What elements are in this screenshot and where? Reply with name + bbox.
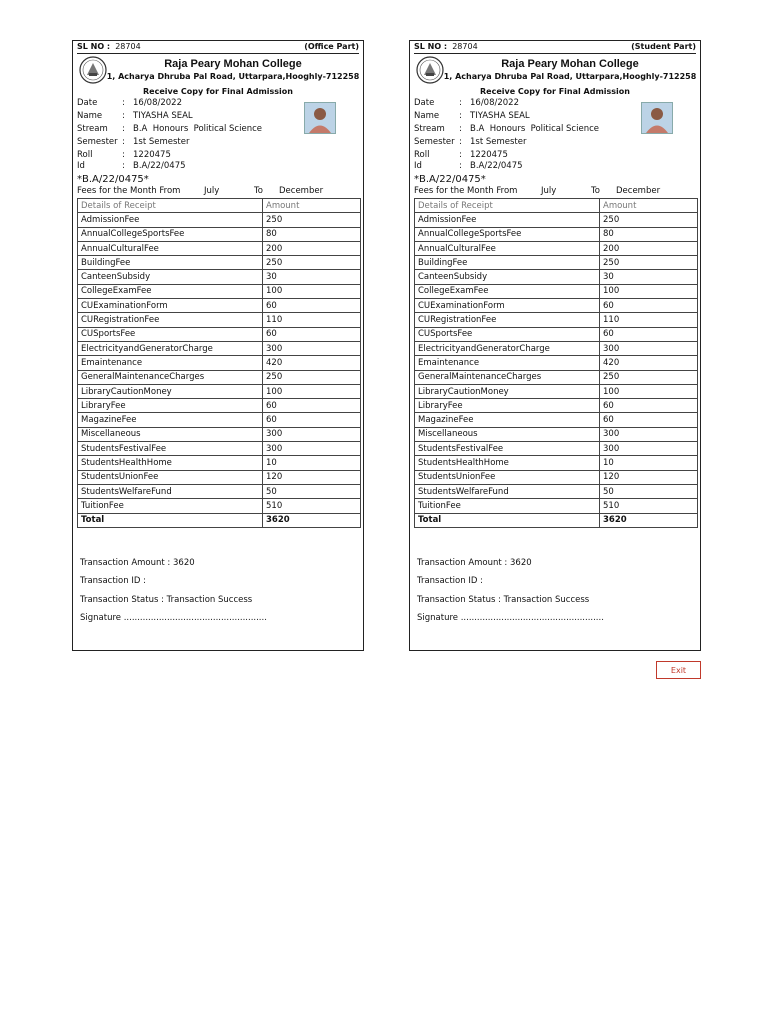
fees-to-label: To (591, 186, 600, 196)
fee-item-amount: 420 (263, 356, 361, 370)
fee-item-name: CanteenSubsidy (78, 270, 263, 284)
fee-item-name: StudentsHealthHome (78, 456, 263, 470)
fee-item-name: TuitionFee (78, 499, 263, 513)
fee-item-amount: 300 (263, 341, 361, 355)
fee-item-name: CUSportsFee (415, 327, 600, 341)
fee-item-name: CollegeExamFee (78, 284, 263, 298)
fee-item-amount: 50 (263, 484, 361, 498)
date-value: 16/08/2022 (133, 98, 182, 108)
fee-item-name: Total (78, 513, 263, 527)
id-label: Id (414, 161, 422, 171)
id-value: B.A/22/0475 (470, 161, 523, 171)
column-header-details: Details of Receipt (78, 199, 263, 213)
fee-item-name: LibraryFee (78, 399, 263, 413)
fee-item-amount: 300 (600, 442, 698, 456)
fee-item-amount: 30 (600, 270, 698, 284)
fee-item-amount: 120 (600, 470, 698, 484)
fees-from-month: July (541, 186, 557, 196)
fee-item-amount: 60 (263, 399, 361, 413)
table-row (415, 299, 698, 313)
table-row (78, 484, 361, 498)
table-row (78, 213, 361, 227)
fee-item-name: StudentsHealthHome (415, 456, 600, 470)
fee-item-name: Total (415, 513, 600, 527)
fee-item-amount: 10 (600, 456, 698, 470)
fee-item-name: AdmissionFee (415, 213, 600, 227)
stream-label: Stream (77, 124, 108, 134)
exit-button[interactable]: Exit (656, 661, 701, 679)
fees-from-month: July (204, 186, 220, 196)
fee-item-name: StudentsFestivalFee (78, 442, 263, 456)
copy-part-label: (Student Part) (631, 42, 696, 51)
semester-row: Semester : 1st Semester (77, 137, 190, 147)
fee-item-amount: 300 (600, 341, 698, 355)
fee-item-amount: 3620 (600, 513, 698, 527)
table-row (78, 270, 361, 284)
semester-label: Semester (77, 137, 118, 147)
table-row (78, 442, 361, 456)
college-address: 1, Acharya Dhruba Pal Road, Uttarpara,Hooghly-712258 (106, 72, 360, 81)
table-row (415, 470, 698, 484)
fee-item-name: MagazineFee (78, 413, 263, 427)
table-row (78, 227, 361, 241)
fee-item-name: TuitionFee (415, 499, 600, 513)
office-receipt (72, 40, 364, 651)
fees-period (414, 186, 696, 197)
fee-item-amount: 420 (600, 356, 698, 370)
id-label: Id (77, 161, 85, 171)
student-photo (641, 102, 673, 134)
semester-label: Semester (414, 137, 455, 147)
fee-item-name: StudentsUnionFee (415, 470, 600, 484)
table-row (78, 456, 361, 470)
fee-item-amount: 50 (600, 484, 698, 498)
fee-item-name: CURegistrationFee (78, 313, 263, 327)
table-row (415, 427, 698, 441)
fee-item-amount: 60 (600, 299, 698, 313)
signature-line: Signature ..................................................... (80, 613, 267, 623)
fee-item-name: CUExaminationForm (415, 299, 600, 313)
table-row (415, 484, 698, 498)
fee-item-amount: 300 (263, 442, 361, 456)
fee-item-name: MagazineFee (415, 413, 600, 427)
date-row: Date : 16/08/2022 (414, 98, 519, 108)
stream-value: B.A Honours Political Science (470, 124, 599, 134)
fee-item-amount: 300 (263, 427, 361, 441)
fee-item-amount: 100 (263, 384, 361, 398)
table-row (78, 356, 361, 370)
college-address: 1, Acharya Dhruba Pal Road, Uttarpara,Hooghly-712258 (443, 72, 697, 81)
fee-item-name: AnnualCollegeSportsFee (415, 227, 600, 241)
table-row (78, 399, 361, 413)
college-name: Raja Peary Mohan College (501, 58, 639, 70)
fee-item-name: StudentsWelfareFund (415, 484, 600, 498)
fees-to-month: December (279, 186, 324, 196)
fee-item-name: CollegeExamFee (415, 284, 600, 298)
fee-item-name: BuildingFee (78, 256, 263, 270)
transaction-amount: Transaction Amount : 3620 (80, 558, 195, 568)
fees-period (77, 186, 359, 197)
transaction-status: Transaction Status : Transaction Success (80, 595, 253, 605)
fee-item-name: StudentsUnionFee (78, 470, 263, 484)
stream-row: Stream : B.A Honours Political Science (77, 124, 262, 134)
fee-item-amount: 510 (263, 499, 361, 513)
table-row (78, 341, 361, 355)
stream-label: Stream (414, 124, 445, 134)
table-row (415, 370, 698, 384)
table-row (415, 384, 698, 398)
roll-row: Roll : 1220475 (77, 150, 171, 160)
table-row (415, 399, 698, 413)
fee-item-amount: 250 (263, 256, 361, 270)
transaction-status: Transaction Status : Transaction Success (417, 595, 590, 605)
signature-line: Signature ..................................................... (417, 613, 604, 623)
table-row (78, 256, 361, 270)
fee-item-name: AnnualCollegeSportsFee (78, 227, 263, 241)
total-row (415, 513, 698, 527)
fee-item-amount: 200 (263, 241, 361, 255)
fee-item-amount: 60 (263, 327, 361, 341)
roll-value: 1220475 (470, 150, 508, 160)
fees-to-label: To (254, 186, 263, 196)
fee-item-amount: 100 (600, 384, 698, 398)
name-row: Name : TIYASHA SEAL (77, 111, 193, 121)
fee-item-amount: 250 (263, 213, 361, 227)
fee-table (414, 198, 698, 528)
table-row (78, 370, 361, 384)
fee-item-name: GeneralMaintenanceCharges (415, 370, 600, 384)
fee-item-name: LibraryFee (415, 399, 600, 413)
table-row (415, 341, 698, 355)
fee-item-name: ElectricityandGeneratorCharge (415, 341, 600, 355)
table-row (78, 413, 361, 427)
table-row (415, 442, 698, 456)
roll-value: 1220475 (133, 150, 171, 160)
fee-item-name: CanteenSubsidy (415, 270, 600, 284)
column-header-amount: Amount (600, 199, 698, 213)
date-row: Date : 16/08/2022 (77, 98, 182, 108)
fee-item-amount: 110 (263, 313, 361, 327)
fee-item-name: AdmissionFee (78, 213, 263, 227)
fee-item-amount: 30 (263, 270, 361, 284)
fee-item-name: Emaintenance (415, 356, 600, 370)
fee-item-amount: 10 (263, 456, 361, 470)
table-row (415, 313, 698, 327)
roll-label: Roll (77, 150, 93, 160)
fee-item-name: LibraryCautionMoney (78, 384, 263, 398)
fees-period-label: Fees for the Month From (77, 186, 181, 196)
table-row (78, 499, 361, 513)
name-label: Name (414, 111, 440, 121)
name-label: Name (77, 111, 103, 121)
fees-period-label: Fees for the Month From (414, 186, 518, 196)
fee-item-name: StudentsWelfareFund (78, 484, 263, 498)
fee-item-name: Miscellaneous (415, 427, 600, 441)
name-value: TIYASHA SEAL (470, 111, 530, 121)
date-label: Date (414, 98, 435, 108)
column-header-details: Details of Receipt (415, 199, 600, 213)
date-value: 16/08/2022 (470, 98, 519, 108)
fee-item-name: Miscellaneous (78, 427, 263, 441)
fee-item-amount: 60 (600, 399, 698, 413)
fees-to-month: December (616, 186, 661, 196)
table-row (78, 241, 361, 255)
total-row (78, 513, 361, 527)
fee-item-amount: 60 (600, 327, 698, 341)
fee-item-name: CURegistrationFee (415, 313, 600, 327)
table-row (415, 256, 698, 270)
table-row (415, 456, 698, 470)
receipt-header-row (414, 42, 696, 54)
table-row (415, 213, 698, 227)
receipt-header-row (77, 42, 359, 54)
fee-table (77, 198, 361, 528)
table-row (78, 327, 361, 341)
table-row (78, 284, 361, 298)
table-row (78, 299, 361, 313)
name-row: Name : TIYASHA SEAL (414, 111, 530, 121)
fee-item-amount: 250 (600, 256, 698, 270)
table-row (415, 356, 698, 370)
college-name: Raja Peary Mohan College (164, 58, 302, 70)
receipt-title: Receive Copy for Final Admission (142, 87, 293, 96)
fee-item-amount: 80 (263, 227, 361, 241)
date-label: Date (77, 98, 98, 108)
semester-value: 1st Semester (470, 137, 527, 147)
table-row (415, 241, 698, 255)
fee-item-name: CUExaminationForm (78, 299, 263, 313)
id-row: Id : B.A/22/0475 (77, 161, 186, 171)
column-header-amount: Amount (263, 199, 361, 213)
transaction-id: Transaction ID : (80, 576, 146, 586)
fee-item-name: AnnualCulturalFee (415, 241, 600, 255)
student-photo (304, 102, 336, 134)
fee-item-name: Emaintenance (78, 356, 263, 370)
fee-item-amount: 80 (600, 227, 698, 241)
fee-item-name: StudentsFestivalFee (415, 442, 600, 456)
copy-part-label: (Office Part) (304, 42, 359, 51)
semester-value: 1st Semester (133, 137, 190, 147)
fee-item-amount: 60 (263, 299, 361, 313)
fee-item-amount: 250 (600, 213, 698, 227)
table-row (78, 470, 361, 484)
fee-item-name: LibraryCautionMoney (415, 384, 600, 398)
fee-item-amount: 3620 (263, 513, 361, 527)
fee-item-amount: 60 (263, 413, 361, 427)
stream-row: Stream : B.A Honours Political Science (414, 124, 599, 134)
fee-item-amount: 100 (263, 284, 361, 298)
fee-item-amount: 100 (600, 284, 698, 298)
semester-row: Semester : 1st Semester (414, 137, 527, 147)
fee-item-name: AnnualCulturalFee (78, 241, 263, 255)
roll-row: Roll : 1220475 (414, 150, 508, 160)
student-receipt (409, 40, 701, 651)
transaction-amount: Transaction Amount : 3620 (417, 558, 532, 568)
id-row: Id : B.A/22/0475 (414, 161, 523, 171)
fee-item-name: GeneralMaintenanceCharges (78, 370, 263, 384)
fee-item-amount: 250 (263, 370, 361, 384)
fee-item-amount: 200 (600, 241, 698, 255)
id-value: B.A/22/0475 (133, 161, 186, 171)
table-row (78, 384, 361, 398)
fee-item-amount: 300 (600, 427, 698, 441)
table-row (78, 313, 361, 327)
fee-item-name: BuildingFee (415, 256, 600, 270)
table-row (415, 413, 698, 427)
table-row (415, 499, 698, 513)
fee-item-name: CUSportsFee (78, 327, 263, 341)
table-row (415, 227, 698, 241)
table-row (415, 284, 698, 298)
fee-item-amount: 60 (600, 413, 698, 427)
fee-item-name: ElectricityandGeneratorCharge (78, 341, 263, 355)
table-row (415, 327, 698, 341)
transaction-id: Transaction ID : (417, 576, 483, 586)
serial-number: SL NO : 28704 (414, 42, 478, 51)
fee-item-amount: 510 (600, 499, 698, 513)
table-row (415, 270, 698, 284)
fee-item-amount: 250 (600, 370, 698, 384)
table-row (78, 427, 361, 441)
roll-label: Roll (414, 150, 430, 160)
barcode-id: *B.A/22/0475* (414, 174, 486, 185)
receipt-title: Receive Copy for Final Admission (479, 87, 630, 96)
stream-value: B.A Honours Political Science (133, 124, 262, 134)
serial-number: SL NO : 28704 (77, 42, 141, 51)
fee-item-amount: 120 (263, 470, 361, 484)
name-value: TIYASHA SEAL (133, 111, 193, 121)
fee-item-amount: 110 (600, 313, 698, 327)
barcode-id: *B.A/22/0475* (77, 174, 149, 185)
